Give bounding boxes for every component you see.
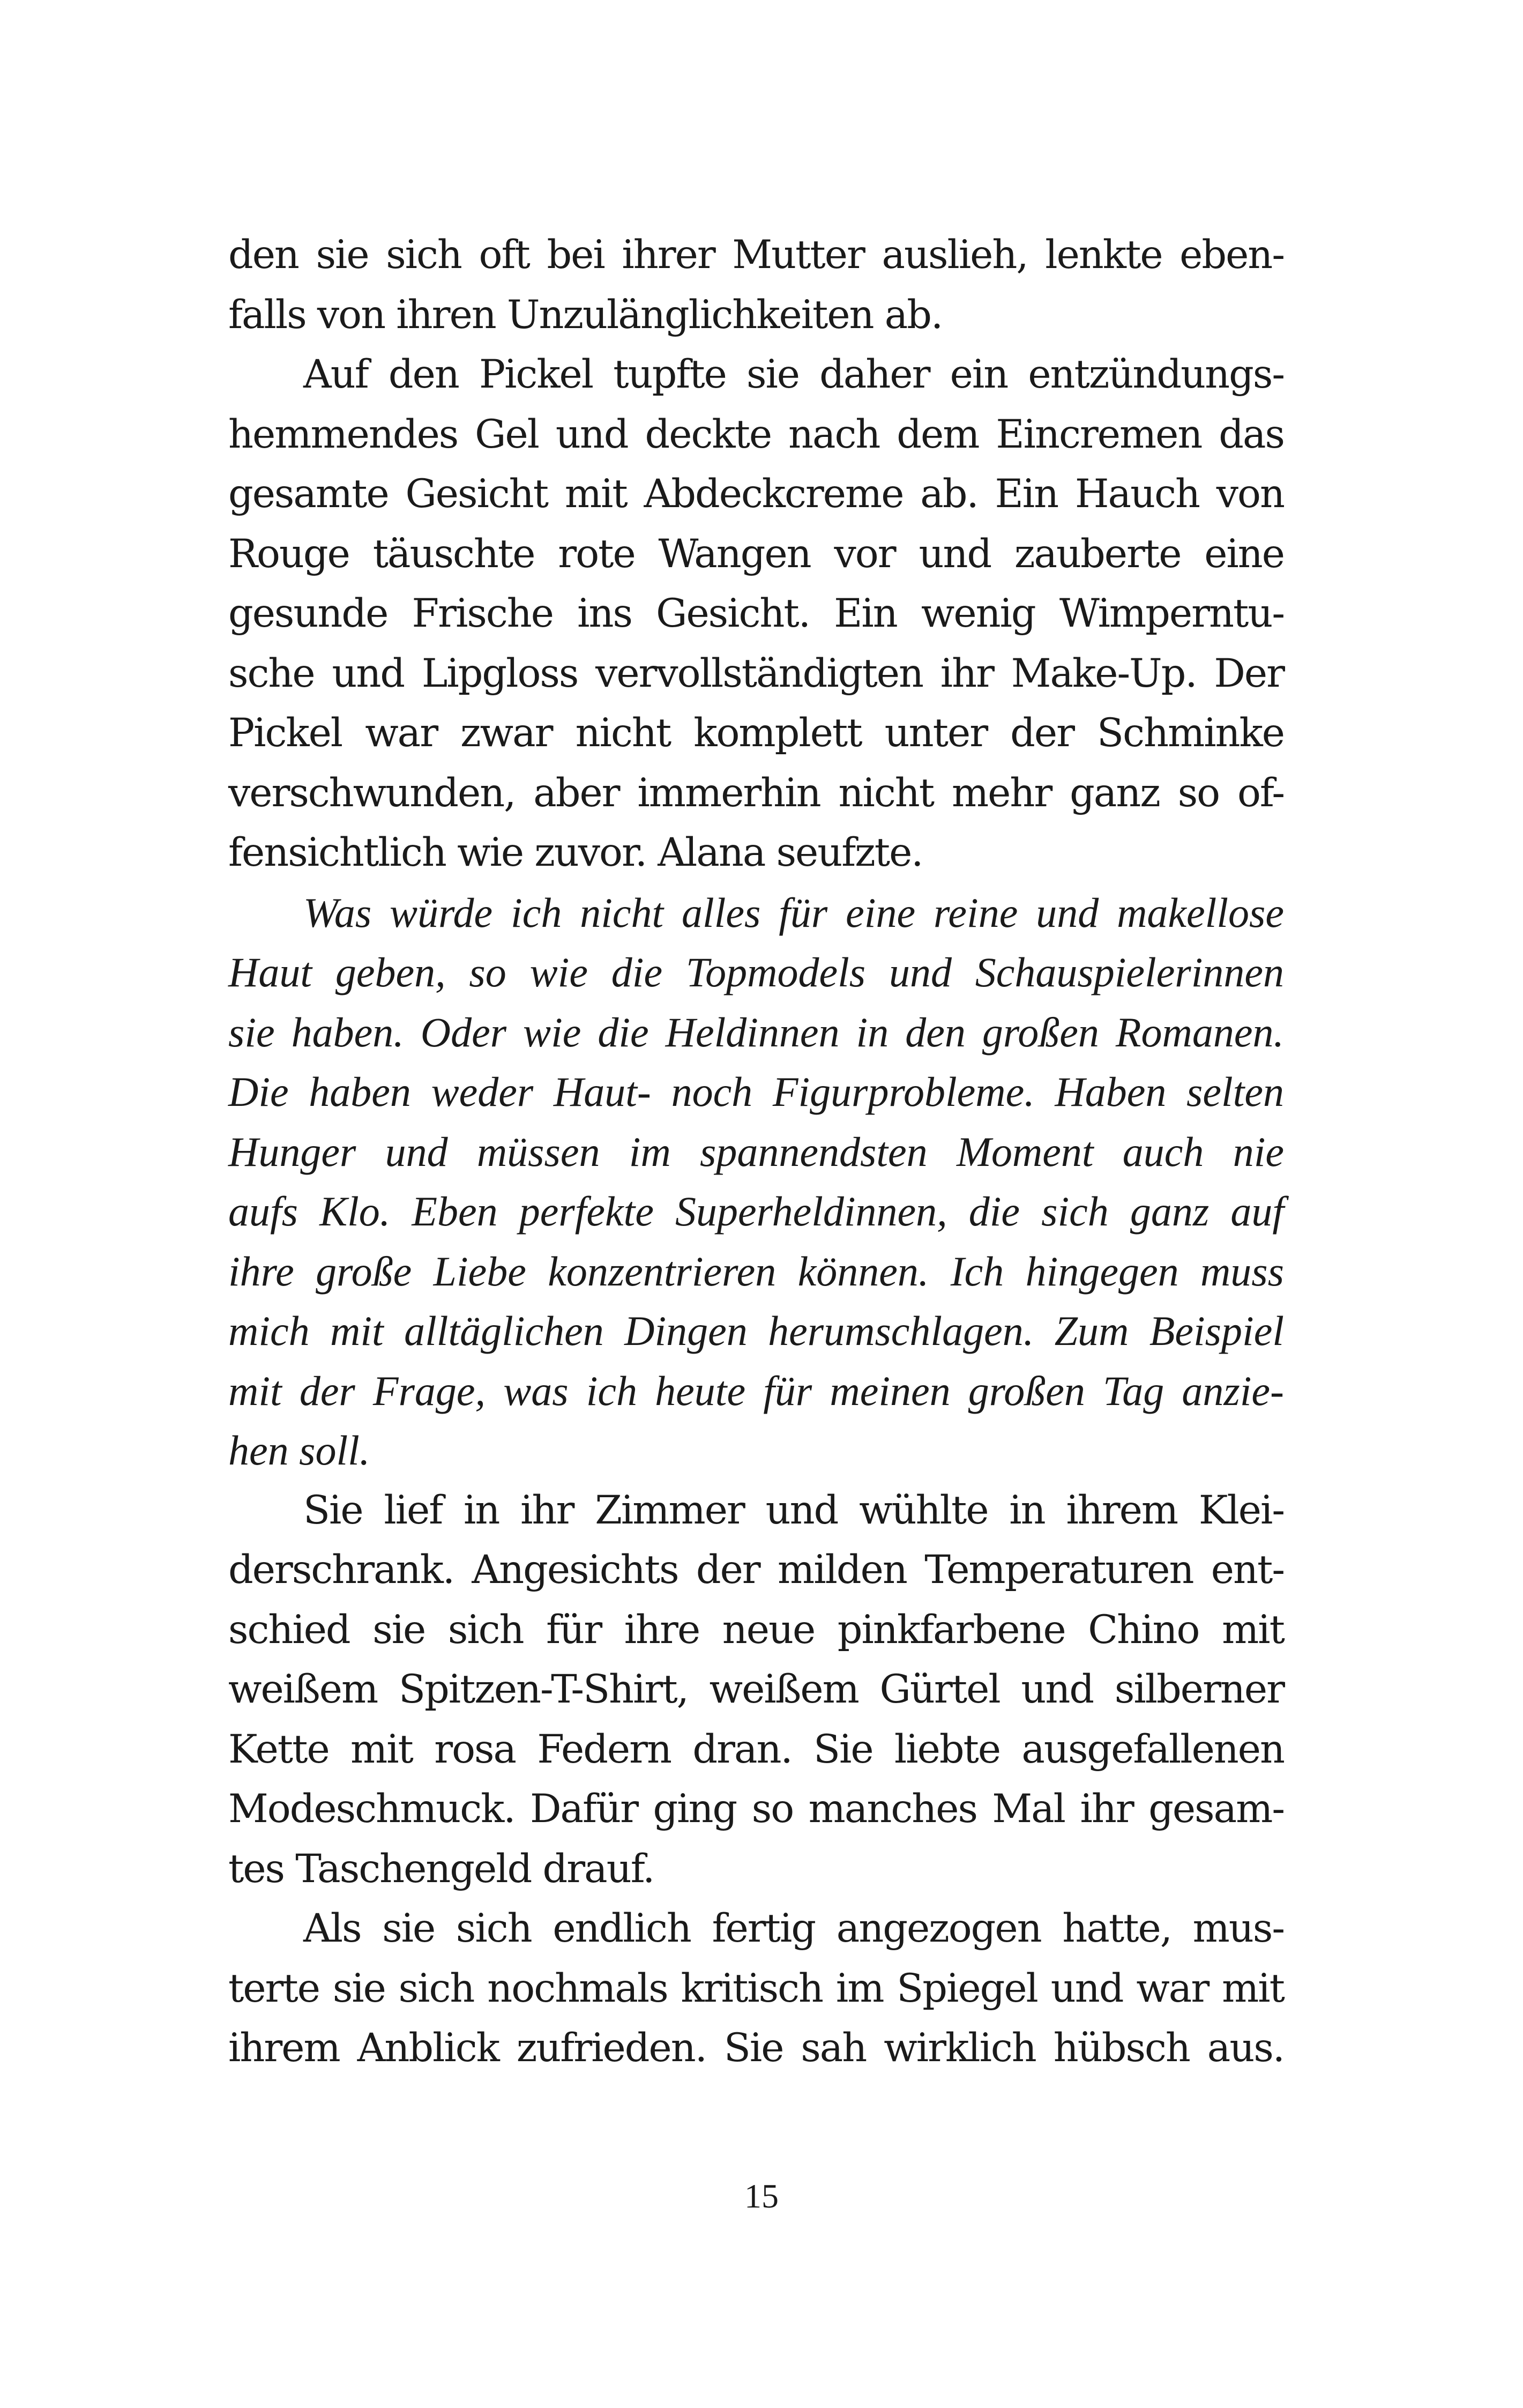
text-line: Auf den Pickel tupfte sie daher ein entzündungs- [303, 352, 1284, 397]
text-line: Haut geben, so wie die Topmodels und Schauspielerinnen [228, 949, 1284, 995]
text-line: Sie lief in ihr Zimmer und wühlte in ihrem Klei- [303, 1487, 1284, 1533]
body-text [228, 225, 1284, 2078]
text-line: den sie sich oft bei ihrer Mutter auslieh, lenkte eben- [228, 232, 1284, 278]
text-line: tes Taschengeld drauf. [228, 1846, 654, 1892]
text-line: schied sie sich für ihre neue pinkfarbene Chino mit [228, 1607, 1284, 1653]
text-line: Modeschmuck. Dafür ging so manches Mal ihr gesam- [228, 1786, 1284, 1832]
text-line: mich mit alltäglichen Dingen herumschlagen. Zum Beispiel [228, 1307, 1284, 1354]
page-number: 15 [744, 2177, 779, 2215]
text-line: gesamte Gesicht mit Abdeckcreme ab. Ein Hauch von [228, 471, 1284, 517]
text-line: sche und Lipgloss vervollständigten ihr Make-Up. Der [228, 650, 1284, 696]
text-line: Pickel war zwar nicht komplett unter der Schminke [228, 710, 1284, 756]
text-line: Die haben weder Haut- noch Figurprobleme. Haben selten [228, 1068, 1284, 1115]
text-line: Als sie sich endlich fertig angezogen hatte, mus- [303, 1906, 1284, 1951]
text-line: weißem Spitzen-T-Shirt, weißem Gürtel und silberner [228, 1667, 1284, 1712]
text-line: sie haben. Oder wie die Heldinnen in den großen Romanen. [228, 1008, 1284, 1056]
text-line: Was würde ich nicht alles für eine reine und makellose [303, 889, 1284, 936]
text-line: derschrank. Angesichts der milden Temperaturen ent- [228, 1547, 1284, 1593]
text-line: verschwunden, aber immerhin nicht mehr ganz so of- [228, 770, 1284, 816]
text-line: aufs Klo. Eben perfekte Superheldinnen, die sich ganz auf [228, 1188, 1284, 1235]
text-line: terte sie sich nochmals kritisch im Spiegel und war mit [228, 1965, 1284, 2011]
text-line: Hunger und müssen im spannendsten Moment auch nie [228, 1128, 1284, 1175]
text-line: gesunde Frische ins Gesicht. Ein wenig Wimperntu- [228, 591, 1284, 636]
text-line: Kette mit rosa Federn dran. Sie liebte ausgefallenen [228, 1726, 1284, 1772]
text-line: fensichtlich wie zuvor. Alana seufzte. [228, 830, 923, 875]
text-line: falls von ihren Unzulänglichkeiten ab. [228, 292, 943, 338]
text-line: hemmendes Gel und deckte nach dem Eincremen das [228, 411, 1284, 457]
text-line: ihre große Liebe konzentrieren können. Ich hingegen muss [228, 1247, 1284, 1295]
text-line: hen soll. [228, 1427, 370, 1474]
text-line: Rouge täuschte rote Wangen vor und zauberte eine [228, 531, 1284, 577]
text-line: ihrem Anblick zufrieden. Sie sah wirklich hübsch aus. [228, 2025, 1284, 2071]
text-line: mit der Frage, was ich heute für meinen großen Tag anzie- [228, 1367, 1284, 1414]
